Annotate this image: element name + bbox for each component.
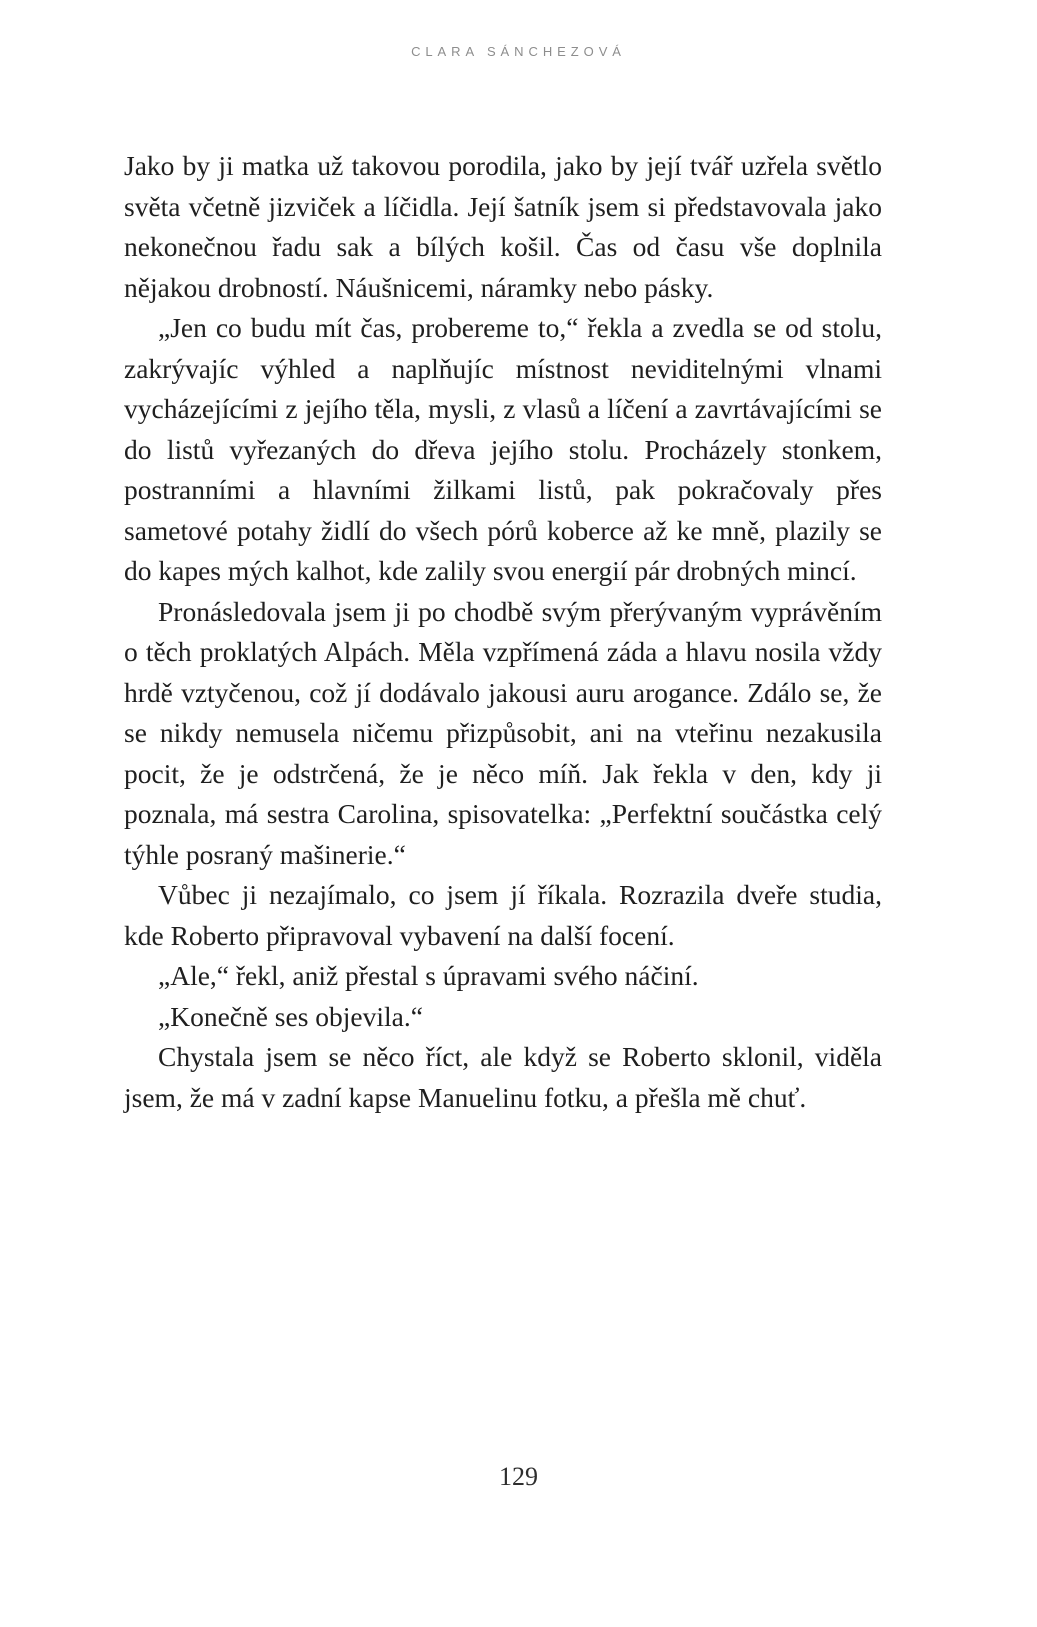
paragraph: Jako by ji matka už takovou porodila, jako by její tvář uzřela světlo světa včetně jizviček a líčidla. Její šatník jsem si představovala jako nekonečnou řadu sak a bílých košil. Čas od času vše doplnila nějakou drobností. Náušnicemi, náramky nebo pásky. — [124, 150, 882, 303]
paragraph: „Konečně ses objevila.“ — [158, 1000, 423, 1032]
paragraph: Vůbec ji nezajímalo, co jsem jí říkala. Rozrazila dveře studia, kde Roberto připravoval vybavení na další focení. — [124, 879, 882, 951]
paragraph: Pronásledovala jsem ji po chodbě svým přerývaným vyprávěním o těch proklatých Alpách. Měla vzpřímená záda a hlavu nosila vždy hrdě vztyčenou, což jí dodávalo jakousi auru arogance. Zdálo se, že se nikdy nemusela ničemu přizpůsobit, ani na vteřinu nezakusila pocit, že je odstrčená, že je něco míň. Jak řekla v den, kdy ji poznala, má sestra Carolina, spisovatelka: „Perfektní součástka celý týhle posraný mašinerie.“ — [124, 595, 882, 870]
paragraph: „Jen co budu mít čas, probereme to,“ řekla a zvedla se od stolu, zakrývajíc výhled a naplňujíc místnost neviditelnými vlnami vycházejícími z jejího těla, mysli, z vlasů a líčení a zavrtávajícími se do listů vyřezaných do dřeva jejího stolu. Procházely stonkem, postranními a hlavními žilkami listů, pak pokračovaly přes sametové potahy židlí do všech pórů koberce až ke mně, plazily se do kapes mých kalhot, kde zalily svou energií pár drobných mincí. — [124, 312, 882, 586]
paragraph: Chystala jsem se něco říct, ale když se Roberto sklonil, viděla jsem, že má v zadní kapse Manuelinu fotku, a přešla mě chuť. — [124, 1041, 882, 1113]
running-header-author: CLARA SÁNCHEZOVÁ — [411, 44, 626, 59]
paragraph: „Ale,“ řekl, aniž přestal s úpravami svého náčiní. — [158, 960, 699, 991]
page-number: 129 — [499, 1462, 538, 1491]
body-text — [124, 146, 882, 1118]
